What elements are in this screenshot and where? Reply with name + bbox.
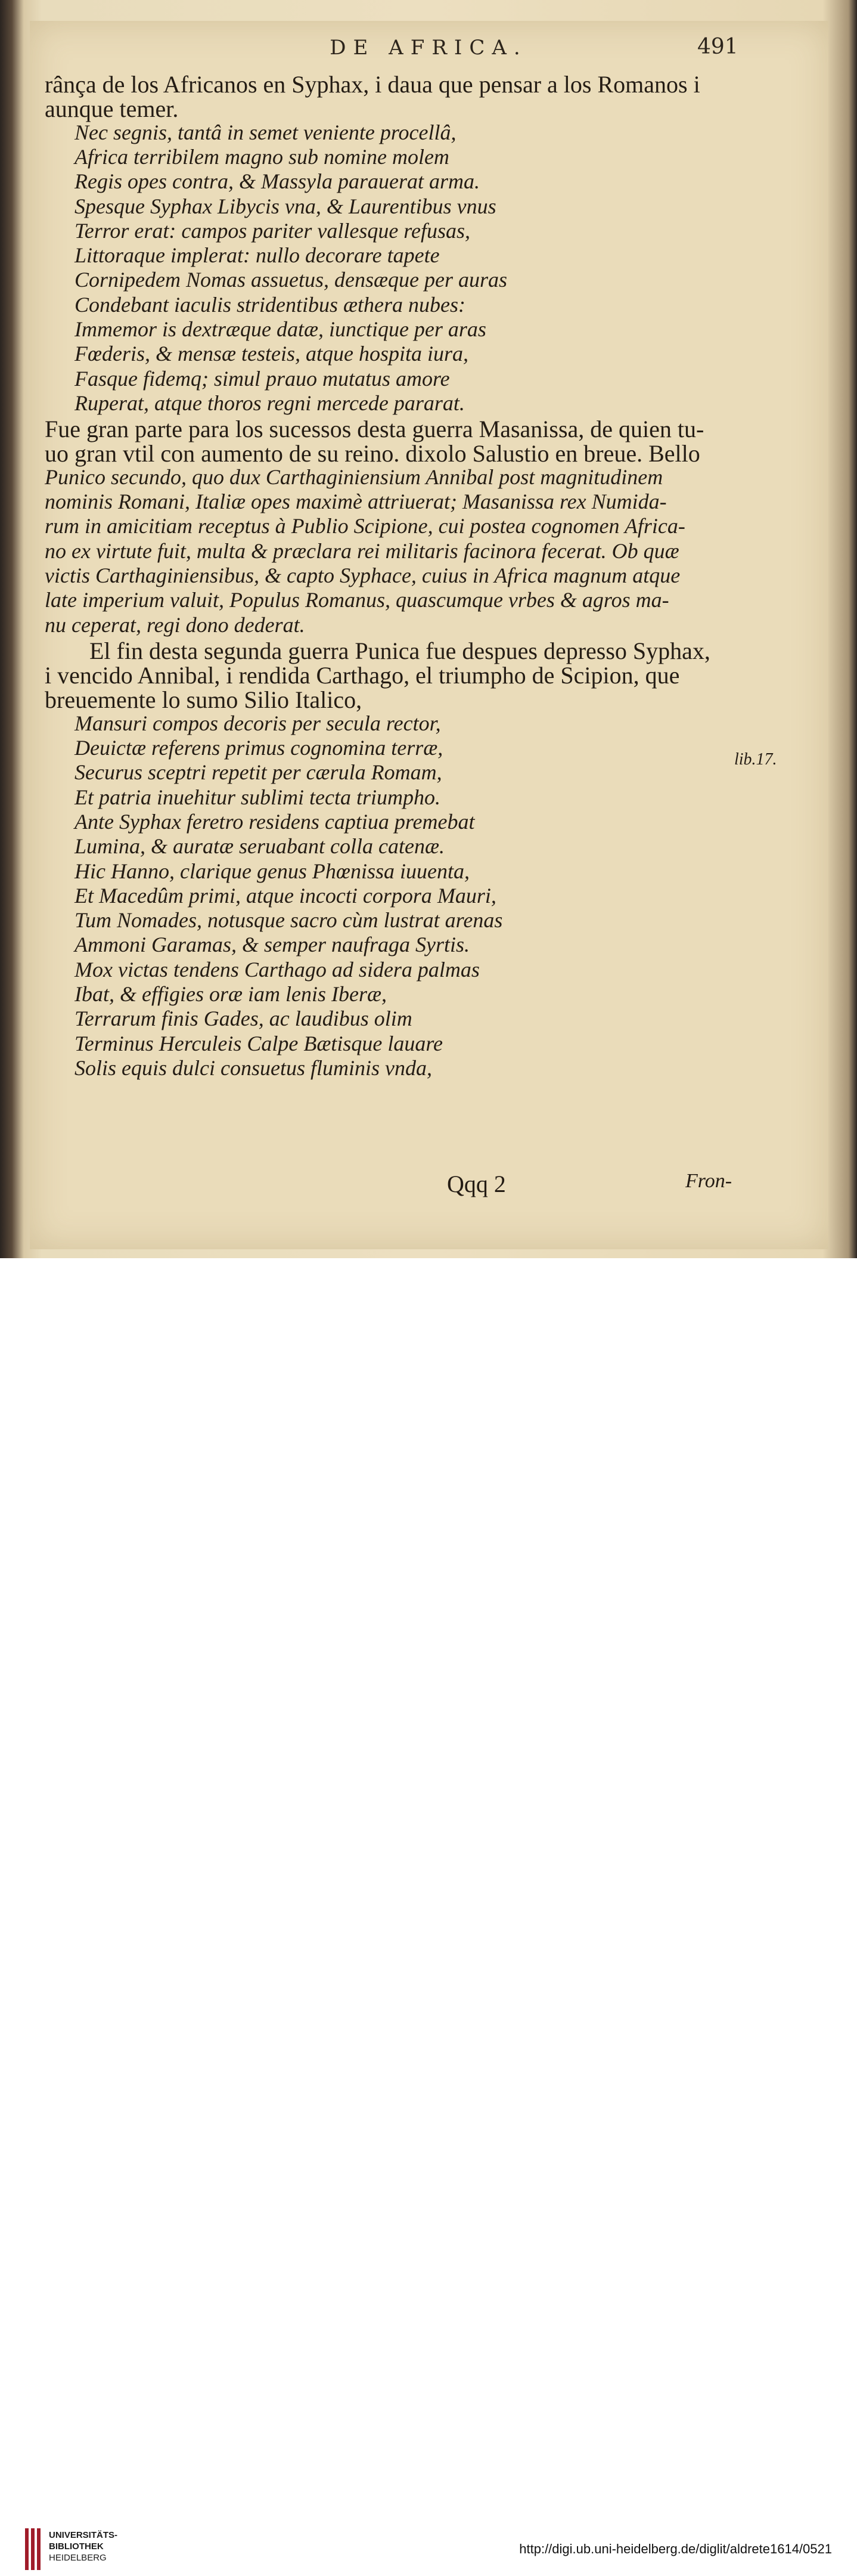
catchword: Fron- xyxy=(685,1170,732,1192)
text-line: Regis opes contra, & Massyla parauerat arma. xyxy=(74,169,480,193)
text-line: Fœderis, & mensæ testeis, atque hospita iura, xyxy=(74,342,468,366)
library-name xyxy=(49,2529,117,2563)
text-line: Deuictæ referens primus cognomina terræ, xyxy=(74,736,443,760)
text-line: no ex virtute fuit, multa & præclara rei militaris facinora fecerat. Ob quæ xyxy=(45,539,679,563)
text-line: uo gran vtil con aumento de su reino. dixolo Salustio en breue. Bello xyxy=(45,440,700,467)
running-title: DE AFRICA. xyxy=(330,36,527,60)
text-line: Tum Nomades, notusque sacro cùm lustrat arenas xyxy=(74,908,503,932)
text-line: Nec segnis, tantâ in semet veniente procellâ, xyxy=(74,120,457,144)
text-line: Terror erat: campos pariter vallesque refusas, xyxy=(74,219,470,243)
text-line: Punico secundo, quo dux Carthaginiensium Annibal post magnitudinem xyxy=(45,465,663,489)
text-line: Fasque fidemq; simul prauo mutatus amore xyxy=(74,367,450,391)
text-line: Lumina, & auratæ seruabant colla catenæ. xyxy=(74,834,445,858)
text-line: Terminus Herculeis Calpe Bætisque lauare xyxy=(74,1032,443,1055)
text-line: i vencido Annibal, i rendida Carthago, el triumpho de Scipion, que xyxy=(45,662,680,689)
page-number: 491 xyxy=(697,35,738,59)
text-line: Littoraque implerat: nullo decorare tapete xyxy=(74,243,440,267)
text-line: Ammoni Garamas, & semper naufraga Syrtis. xyxy=(74,933,470,956)
text-line: rânça de los Africanos en Syphax, i daua que pensar a los Romanos i xyxy=(45,71,700,98)
footer xyxy=(0,1258,857,2563)
text-line: victis Carthaginiensibus, & capto Syphace, cuius in Africa magnum atque xyxy=(45,564,681,587)
text-line: Mansuri compos decoris per secula rector, xyxy=(74,711,441,735)
source-url-link[interactable]: http://digi.ub.uni-heidelberg.de/diglit/aldrete1614/0521 xyxy=(519,2541,832,2556)
text-line: Ibat, & effigies oræ iam lenis Iberæ, xyxy=(74,982,387,1006)
text-line: nominis Romani, Italiæ opes maximè attriuerat; Masanissa rex Numida- xyxy=(45,490,667,513)
library-name-line3: HEIDELBERG xyxy=(49,2553,107,2563)
text-line: late imperium valuit, Populus Romanus, quascumque vrbes & agros ma- xyxy=(45,588,669,612)
text-line: Et Macedûm primi, atque incocti corpora Mauri, xyxy=(74,884,496,908)
text-line: Ante Syphax feretro residens captiua premebat xyxy=(74,810,475,834)
margin-note: lib.17. xyxy=(734,750,777,769)
text-line: breuemente lo sumo Silio Italico, xyxy=(45,686,362,713)
text-line: El fin desta segunda guerra Punica fue despues depresso Syphax, xyxy=(89,637,710,664)
text-line: Solis equis dulci consuetus fluminis vnda, xyxy=(74,1056,432,1080)
text-line: aunque temer. xyxy=(45,95,179,122)
text-line: Ruperat, atque thoros regni mercede pararat. xyxy=(74,391,465,415)
library-name-line2: BIBLIOTHEK xyxy=(49,2541,104,2552)
text-line: Fue gran parte para los sucessos desta guerra Masanissa, de quien tu- xyxy=(45,416,704,442)
text-line: Cornipedem Nomas assuetus, densæque per auras xyxy=(74,268,507,292)
text-line: Mox victas tendens Carthago ad sidera palmas xyxy=(74,958,480,982)
text-line: Spesque Syphax Libycis vna, & Laurentibus vnus xyxy=(74,194,496,218)
library-name-line1: UNIVERSITÄTS- xyxy=(49,2530,118,2540)
text-line: Hic Hanno, clarique genus Phœnissa iuuenta, xyxy=(74,859,470,883)
text-line: Immemor is dextræque datæ, iunctique per aras xyxy=(74,317,486,341)
text-line: rum in amicitiam receptus à Publio Scipione, cui postea cognomen Africa- xyxy=(45,514,685,538)
text-line: Et patria inuehitur sublimi tecta triumpho. xyxy=(74,785,440,809)
signature-mark: Qqq 2 xyxy=(447,1171,506,1197)
library-logo-icon xyxy=(23,2522,42,2576)
text-line: Securus sceptri repetit per cærula Romam, xyxy=(74,760,442,784)
text-line: Terrarum finis Gades, ac laudibus olim xyxy=(74,1007,412,1030)
text-line: Africa terribilem magno sub nomine molem xyxy=(74,145,449,169)
text-line: Condebant iaculis stridentibus æthera nubes: xyxy=(74,293,465,317)
text-line: nu ceperat, regi dono dederat. xyxy=(45,613,305,637)
scanned-page xyxy=(0,0,857,1258)
